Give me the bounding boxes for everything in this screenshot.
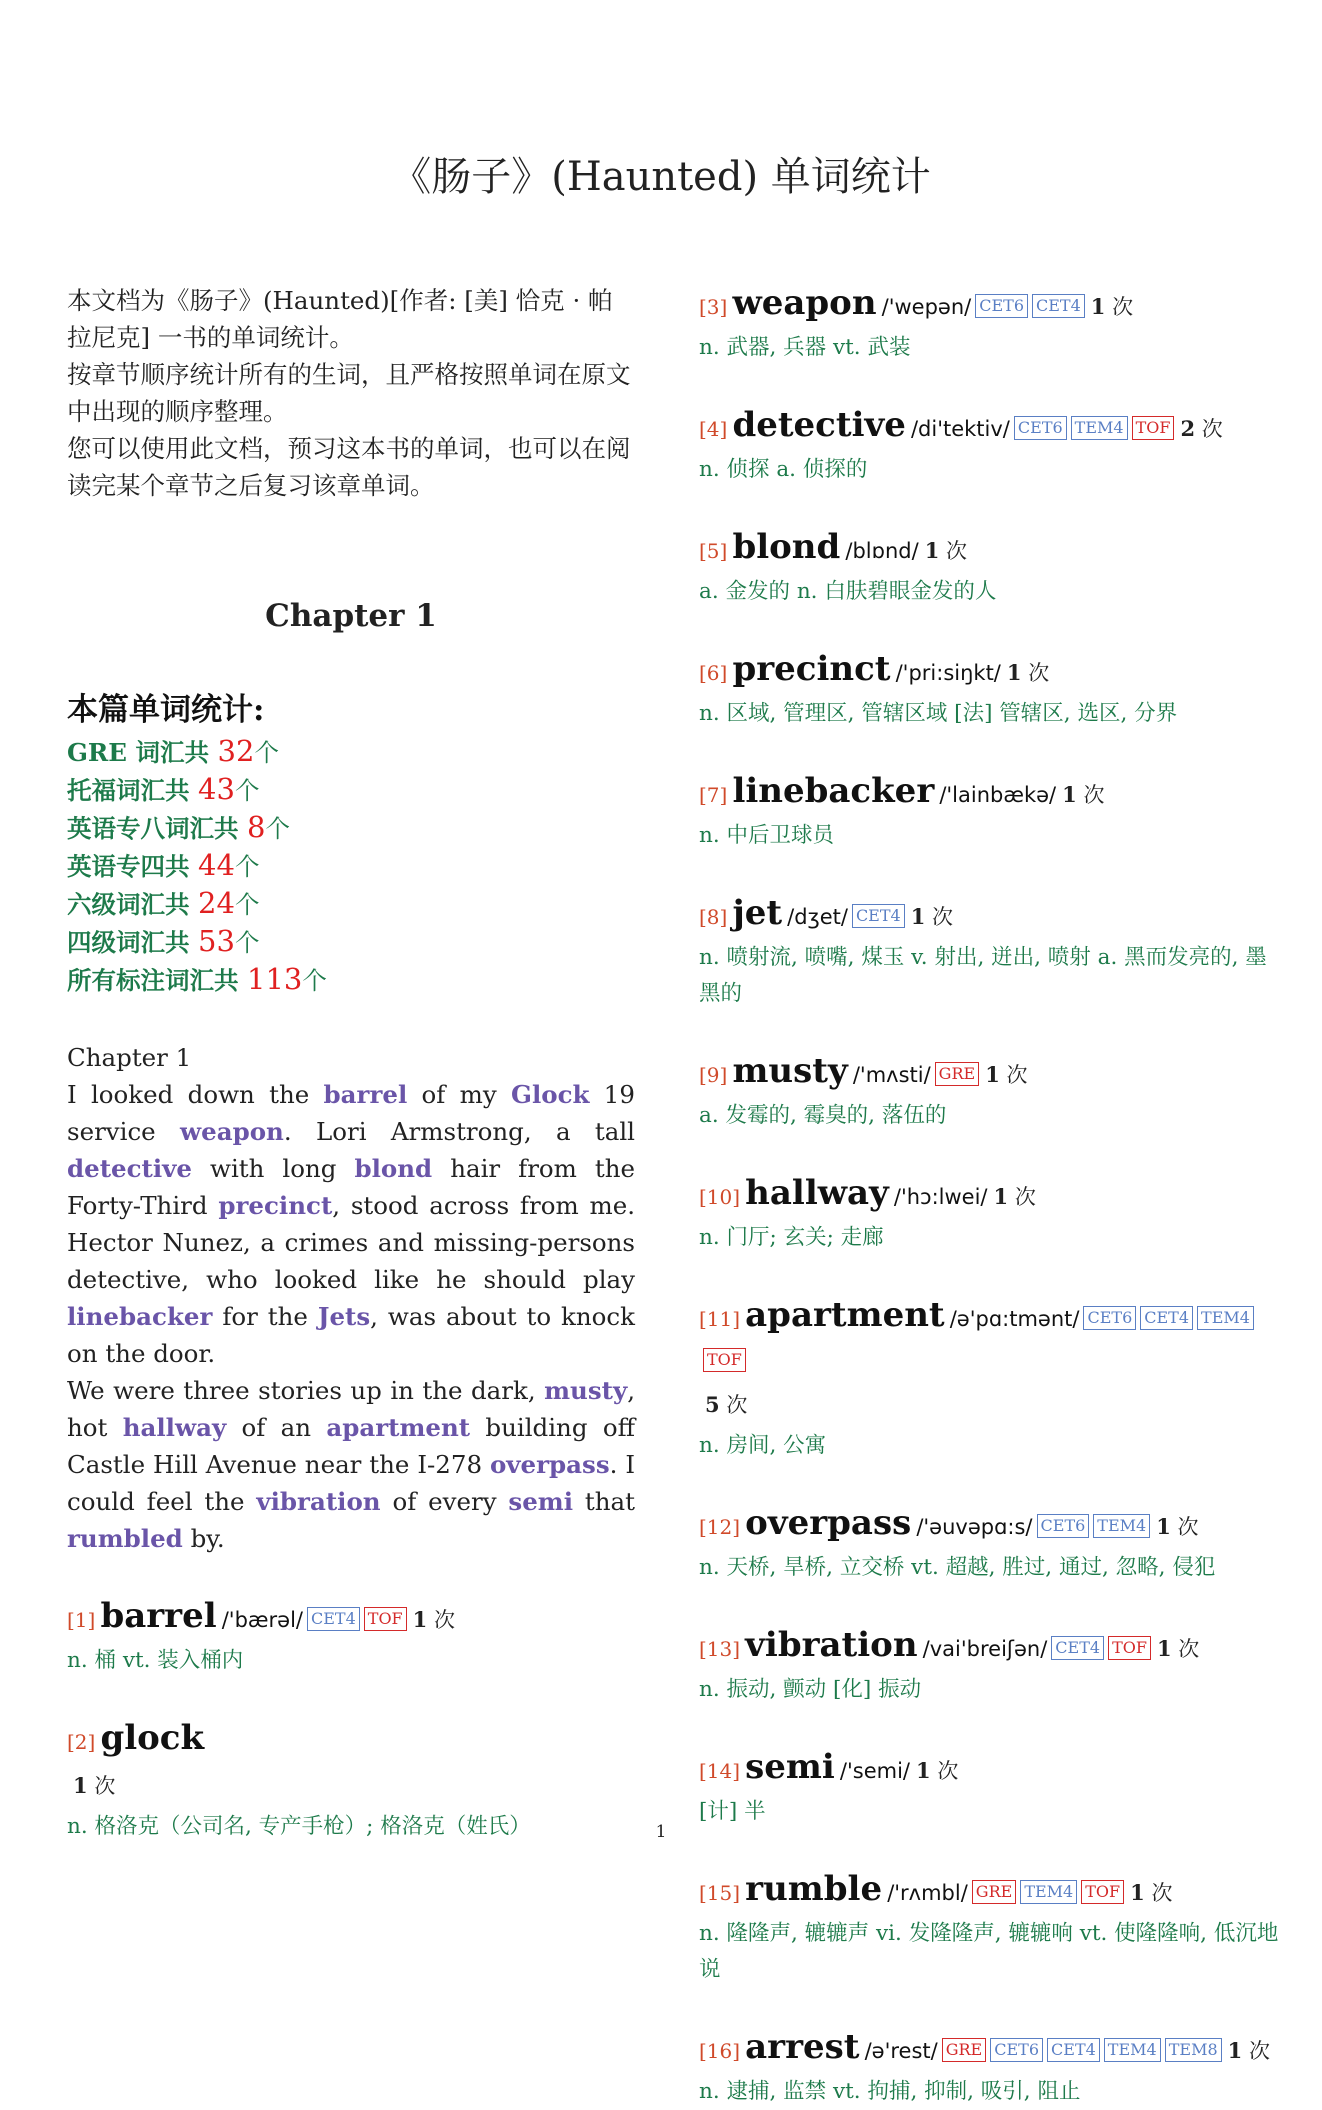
entry-word: linebacker <box>732 771 935 811</box>
entry-phonetic: /'semi/ <box>839 1759 910 1783</box>
entry-head <box>699 1624 1279 1672</box>
entry-count <box>925 539 967 563</box>
vocab-entry <box>699 1624 1279 1708</box>
count-number: 1 <box>1090 294 1106 319</box>
intro-line: 本文档为《肠子》(Haunted)[作者: [美] 恰克 · 帕拉尼克] 一书的单词统计。 <box>67 286 613 352</box>
stat-count: 113 <box>247 962 303 996</box>
level-tag: TEM4 <box>1020 1880 1077 1904</box>
keyword: barrel <box>323 1080 408 1109</box>
passage <box>67 1039 635 1557</box>
entry-definition: n. 武器, 兵器 vt. 武装 <box>699 335 911 360</box>
level-tag: CET6 <box>1014 416 1067 440</box>
entry-definition: a. 金发的 n. 白肤碧眼金发的人 <box>699 579 997 604</box>
page-title: 《肠子》(Haunted) 单词统计 <box>391 154 931 200</box>
level-tag: CET4 <box>1140 1306 1193 1330</box>
entry-count <box>985 1063 1027 1087</box>
level-tag: TOF <box>703 1348 746 1372</box>
count-unit: 次 <box>1201 417 1223 441</box>
entry-phonetic: /dʒet/ <box>787 905 848 929</box>
count-number: 1 <box>1062 782 1077 807</box>
entry-head <box>699 1050 1279 1098</box>
count-unit: 次 <box>1112 295 1134 319</box>
level-tag: CET6 <box>1083 1306 1136 1330</box>
stat-count: 24 <box>198 886 235 920</box>
entry-word: blond <box>732 527 841 567</box>
count-unit: 次 <box>932 905 954 929</box>
vocab-entry <box>699 1050 1279 1134</box>
stat-unit: 个 <box>265 814 290 843</box>
entry-index: [14] <box>699 1759 741 1783</box>
stat-unit: 个 <box>234 852 260 881</box>
count-number: 5 <box>705 1392 720 1417</box>
passage-text: , hot <box>67 1376 635 1442</box>
entry-definition: n. 区域, 管理区, 管辖区域 [法] 管辖区, 选区, 分界 <box>699 701 1178 726</box>
left-column <box>67 282 635 1845</box>
count-number: 1 <box>916 1758 931 1783</box>
level-tag: GRE <box>935 1062 980 1086</box>
entry-word: musty <box>732 1051 848 1091</box>
entry-definition: n. 格洛克（公司名, 专产手枪）; 格洛克（姓氏） <box>67 1814 531 1839</box>
intro <box>67 282 635 504</box>
entry-head <box>699 770 1279 818</box>
stat-unit: 个 <box>234 890 260 919</box>
entry-definition: a. 发霉的, 霉臭的, 落伍的 <box>699 1103 947 1128</box>
stat-label: 所有标注词汇共 <box>67 966 248 995</box>
entry-definition: n. 侦探 a. 侦探的 <box>699 457 868 482</box>
entry-phonetic: /vai'breiʃən/ <box>922 1637 1048 1661</box>
entry-index: [10] <box>699 1185 741 1209</box>
vocab-entry <box>699 404 1279 488</box>
entry-count <box>1157 1637 1199 1661</box>
count-unit: 次 <box>1178 1637 1200 1661</box>
count-unit: 次 <box>726 1393 748 1417</box>
entry-count <box>73 1774 115 1798</box>
passage-text: of my <box>407 1080 512 1109</box>
passage-text: with long <box>192 1154 355 1183</box>
level-tag: TEM4 <box>1104 2038 1161 2062</box>
entry-word: semi <box>745 1747 835 1787</box>
entry-definition: n. 隆隆声, 辘辘声 vi. 发隆隆声, 辘辘响 vt. 使隆隆响, 低沉地说 <box>699 1921 1279 1982</box>
entry-phonetic: /ə'pɑ:tmənt/ <box>949 1307 1080 1331</box>
entry-index: [11] <box>699 1307 741 1331</box>
vocab-entry <box>699 2026 1279 2110</box>
keyword: detective <box>67 1154 192 1183</box>
keyword: precinct <box>218 1191 333 1220</box>
stat-line <box>67 809 635 847</box>
entry-head <box>699 1868 1279 1916</box>
entry-head <box>699 282 1279 330</box>
vocab-entry <box>699 1502 1279 1586</box>
vocab-entry <box>699 282 1279 366</box>
entry-definition: n. 逮捕, 监禁 vt. 拘捕, 抑制, 吸引, 阻止 <box>699 2079 1081 2104</box>
level-tag: CET4 <box>307 1607 360 1631</box>
stat-count: 53 <box>198 924 235 958</box>
keyword: Jets <box>317 1302 371 1331</box>
entry-head <box>699 404 1279 452</box>
count-number: 1 <box>73 1773 88 1798</box>
passage-heading: Chapter 1 <box>67 1043 192 1072</box>
keyword: vibration <box>256 1487 381 1516</box>
vocab-entry <box>699 1868 1279 1988</box>
stat-unit: 个 <box>302 966 327 995</box>
entry-head <box>699 892 1279 940</box>
stat-line <box>67 961 635 999</box>
entry-word: precinct <box>732 649 891 689</box>
count-unit: 次 <box>946 539 968 563</box>
stats-list <box>67 733 635 999</box>
keyword: musty <box>544 1376 628 1405</box>
level-tag: CET6 <box>975 294 1028 318</box>
count-number: 1 <box>1156 1636 1172 1661</box>
level-tag: TOF <box>1081 1880 1124 1904</box>
entry-index: [3] <box>699 295 728 319</box>
vocab-entry <box>699 1294 1279 1464</box>
level-tag: TEM4 <box>1071 416 1128 440</box>
count-number: 1 <box>993 1184 1009 1209</box>
count-unit: 次 <box>433 1608 455 1632</box>
entry-phonetic: /'lainbækə/ <box>939 783 1057 807</box>
level-tag: CET4 <box>1051 1636 1104 1660</box>
stat-line <box>67 847 635 885</box>
entry-word: apartment <box>745 1295 945 1335</box>
vocab-entry <box>699 1172 1279 1256</box>
chapter-heading: Chapter 1 <box>265 598 437 634</box>
level-tag: CET6 <box>1037 1514 1090 1538</box>
passage-paragraph <box>67 1372 635 1557</box>
count-unit: 次 <box>937 1759 959 1783</box>
page-number: 1 <box>655 1822 667 1842</box>
passage-text: for the <box>212 1302 318 1331</box>
level-tag: GRE <box>972 1880 1017 1904</box>
entry-definition: n. 门厅; 玄关; 走廊 <box>699 1225 884 1250</box>
count-number: 1 <box>1227 2038 1243 2063</box>
entry-head <box>699 1746 1279 1794</box>
passage-text: of an <box>226 1413 327 1442</box>
count-unit: 次 <box>1083 783 1105 807</box>
entry-phonetic: /ə'rest/ <box>864 2039 938 2063</box>
count-number: 1 <box>1156 1514 1171 1539</box>
stat-line <box>67 771 635 809</box>
passage-text: , was about to knock on the door. <box>67 1302 635 1368</box>
stat-line <box>67 923 635 961</box>
level-tag: GRE <box>942 2038 987 2062</box>
stat-label: 英语专八词汇共 <box>67 814 248 843</box>
entry-head <box>699 1172 1279 1220</box>
entry-count <box>705 1393 747 1417</box>
passage-text: building off Castle Hill Avenue near the I-278 <box>67 1413 635 1479</box>
entry-definition: n. 桶 vt. 装入桶内 <box>67 1648 244 1673</box>
passage-paragraph <box>67 1076 635 1372</box>
count-number: 1 <box>1006 660 1022 685</box>
entry-definition: n. 中后卫球员 <box>699 823 835 848</box>
entry-definition: [计] 半 <box>699 1799 766 1824</box>
level-tag: TEM4 <box>1093 1514 1150 1538</box>
entry-definition: n. 振动, 颤动 [化] 振动 <box>699 1677 922 1702</box>
entry-word: rumble <box>745 1869 883 1909</box>
vocab-entry <box>67 1595 635 1679</box>
intro-line: 您可以使用此文档，预习这本书的单词，也可以在阅读完某个章节之后复习该章单词。 <box>67 434 631 500</box>
vocab-list-left <box>67 1595 635 1845</box>
entry-word: vibration <box>745 1625 918 1665</box>
entry-index: [15] <box>699 1881 741 1905</box>
vocab-entry <box>699 648 1279 732</box>
passage-text: , stood across from me. Hector Nunez, a crimes and missing-persons detective, who looked like he should play <box>67 1191 635 1294</box>
entry-index: [6] <box>699 661 728 685</box>
entry-count <box>1156 1515 1198 1539</box>
entry-count <box>1007 661 1049 685</box>
count-unit: 次 <box>1006 1063 1028 1087</box>
passage-text: that <box>573 1487 635 1516</box>
passage-text: I looked down the <box>67 1080 324 1109</box>
entry-index: [12] <box>699 1515 741 1539</box>
count-number: 1 <box>910 904 926 929</box>
entry-index: [16] <box>699 2039 741 2063</box>
stat-count: 44 <box>198 848 235 882</box>
entry-phonetic: /'mʌsti/ <box>852 1063 931 1087</box>
stat-line <box>67 733 635 771</box>
entry-word: overpass <box>745 1503 912 1543</box>
entry-word: weapon <box>732 283 877 323</box>
entry-head <box>699 1502 1279 1550</box>
level-tag: CET6 <box>990 2038 1043 2062</box>
passage-text: We were three stories up in the dark, <box>67 1376 545 1405</box>
keyword: weapon <box>180 1117 284 1146</box>
entry-index: [1] <box>67 1608 96 1632</box>
entry-definition: n. 天桥, 旱桥, 立交桥 vt. 超越, 胜过, 通过, 忽略, 侵犯 <box>699 1555 1216 1580</box>
entry-index: [4] <box>699 417 728 441</box>
stat-label: 四级词汇共 <box>67 928 199 957</box>
entry-phonetic: /di'tektiv/ <box>910 417 1010 441</box>
entry-phonetic: /'bærəl/ <box>221 1608 303 1632</box>
level-tag: TOF <box>1108 1636 1151 1660</box>
entry-phonetic: /'hɔ:lwei/ <box>893 1185 988 1209</box>
entry-head <box>699 2026 1279 2074</box>
entry-word: barrel <box>100 1596 217 1636</box>
stat-unit: 个 <box>234 928 260 957</box>
stat-unit: 个 <box>254 738 279 767</box>
count-number: 1 <box>1130 1880 1145 1905</box>
entry-head <box>67 1595 635 1643</box>
entry-word: hallway <box>745 1173 889 1213</box>
entry-count <box>994 1185 1036 1209</box>
entry-head <box>67 1717 635 1809</box>
entry-count <box>911 905 953 929</box>
stats-title: 本篇单词统计: <box>67 692 265 728</box>
passage-text: by. <box>182 1524 225 1553</box>
entry-head <box>699 526 1279 574</box>
vocab-entry <box>699 770 1279 854</box>
level-tag: CET4 <box>1047 2038 1100 2062</box>
keyword: linebacker <box>67 1302 213 1331</box>
entry-phonetic: /'rʌmbl/ <box>887 1881 968 1905</box>
entry-count <box>1062 783 1104 807</box>
passage-text: . I could feel the <box>67 1450 635 1516</box>
keyword: apartment <box>326 1413 471 1442</box>
count-unit: 次 <box>1028 661 1050 685</box>
entry-definition: n. 喷射流, 喷嘴, 煤玉 v. 射出, 迸出, 喷射 a. 黑而发亮的, 墨黑的 <box>699 945 1267 1006</box>
level-tag: CET4 <box>1032 294 1085 318</box>
entry-index: [9] <box>699 1063 728 1087</box>
entry-phonetic: /blɒnd/ <box>845 539 919 563</box>
count-number: 1 <box>985 1062 1000 1087</box>
entry-count <box>916 1759 958 1783</box>
count-number: 1 <box>412 1607 428 1632</box>
entry-index: [5] <box>699 539 728 563</box>
entry-word: glock <box>100 1718 205 1758</box>
entry-word: arrest <box>745 2027 860 2067</box>
level-tag: TOF <box>1132 416 1175 440</box>
passage-text: . Lori Armstrong, a tall <box>283 1117 636 1146</box>
stat-line <box>67 885 635 923</box>
stat-label: 托福词汇共 <box>67 776 199 805</box>
level-tag: TOF <box>364 1607 407 1631</box>
entry-count <box>413 1608 455 1632</box>
entry-index: [2] <box>67 1730 96 1754</box>
vocab-entry <box>699 892 1279 1012</box>
entry-definition: n. 房间, 公寓 <box>699 1433 827 1458</box>
count-unit: 次 <box>94 1774 116 1798</box>
stat-count: 8 <box>247 810 266 844</box>
stat-label: 六级词汇共 <box>67 890 199 919</box>
keyword: hallway <box>122 1413 227 1442</box>
keyword: overpass <box>489 1450 610 1479</box>
entry-word: jet <box>732 893 783 933</box>
count-unit: 次 <box>1177 1515 1199 1539</box>
entry-head <box>699 648 1279 696</box>
keyword: Glock <box>511 1080 590 1109</box>
level-tag: TEM8 <box>1165 2038 1222 2062</box>
passage-text: of every <box>380 1487 509 1516</box>
vocab-entry <box>699 1746 1279 1830</box>
vocab-entry <box>699 526 1279 610</box>
entry-word: detective <box>732 405 906 445</box>
entry-count <box>1180 417 1222 441</box>
passage-text: 19 service <box>67 1080 635 1146</box>
level-tag: CET4 <box>852 904 905 928</box>
stat-unit: 个 <box>234 776 260 805</box>
stat-count: 32 <box>217 734 255 768</box>
entry-count <box>1130 1881 1172 1905</box>
stat-label: 英语专四共 <box>67 852 199 881</box>
intro-line: 按章节顺序统计所有的生词，且严格按照单词在原文中出现的顺序整理。 <box>67 360 631 426</box>
count-unit: 次 <box>1014 1185 1036 1209</box>
count-unit: 次 <box>1151 1881 1173 1905</box>
entry-phonetic: /'pri:siŋkt/ <box>895 661 1001 685</box>
count-number: 2 <box>1180 416 1196 441</box>
entry-index: [8] <box>699 905 728 929</box>
level-tag: TEM4 <box>1197 1306 1254 1330</box>
entry-count <box>1091 295 1133 319</box>
stat-label: GRE 词汇共 <box>67 738 218 767</box>
entry-head <box>699 1294 1279 1428</box>
keyword: rumbled <box>67 1524 183 1553</box>
entry-phonetic: /'əuvəpɑ:s/ <box>916 1515 1033 1539</box>
count-number: 1 <box>924 538 940 563</box>
entry-count <box>1228 2039 1270 2063</box>
entry-index: [7] <box>699 783 728 807</box>
keyword: semi <box>508 1487 574 1516</box>
passage-text: hair from the Forty-Third <box>67 1154 636 1220</box>
entry-index: [13] <box>699 1637 741 1661</box>
keyword: blond <box>354 1154 433 1183</box>
stat-count: 43 <box>198 772 235 806</box>
count-unit: 次 <box>1248 2039 1270 2063</box>
entry-phonetic: /'wepən/ <box>881 295 972 319</box>
